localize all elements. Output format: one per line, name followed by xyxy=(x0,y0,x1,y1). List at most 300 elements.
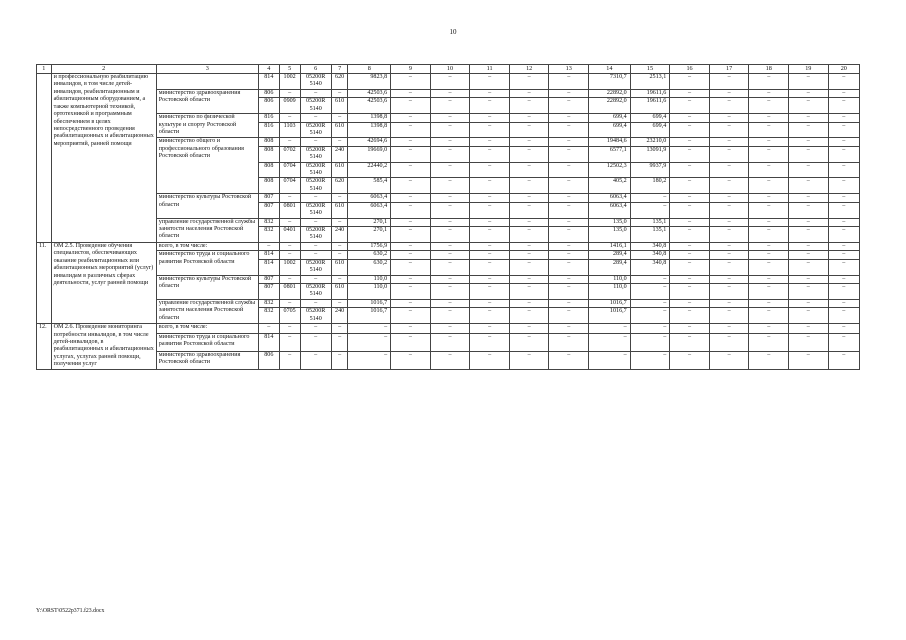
value-cell: – xyxy=(300,251,331,259)
value-cell: – xyxy=(279,324,300,334)
value-cell: – xyxy=(300,299,331,307)
value-cell: 808 xyxy=(258,146,279,162)
value-cell: – xyxy=(470,324,510,334)
value-cell: – xyxy=(670,242,710,250)
value-cell: 0801 xyxy=(279,283,300,299)
value-cell: – xyxy=(549,146,589,162)
value-cell: 0401 xyxy=(279,227,300,243)
value-cell: – xyxy=(258,242,279,250)
value-cell: – xyxy=(391,178,431,194)
value-cell: – xyxy=(549,275,589,283)
value-cell: – xyxy=(670,114,710,122)
value-cell: – xyxy=(331,251,348,259)
value-cell: 22440,2 xyxy=(348,162,391,178)
value-cell: – xyxy=(279,242,300,250)
value-cell: – xyxy=(670,122,710,138)
value-cell: – xyxy=(789,308,829,324)
value-cell: 12502,3 xyxy=(589,162,631,178)
value-cell: 42694,6 xyxy=(348,138,391,146)
value-cell: – xyxy=(470,162,510,178)
executor-cell: министерство труда и социального развития Ростовской области xyxy=(156,333,258,351)
budget-table xyxy=(36,64,860,370)
value-cell: 22892,0 xyxy=(589,98,631,114)
value-cell: 05200R 5140 xyxy=(300,162,331,178)
value-cell: – xyxy=(749,251,789,259)
executor-cell: министерство по физической культуре и спорту Ростовской области xyxy=(156,114,258,138)
value-cell: 270,1 xyxy=(348,227,391,243)
value-cell: – xyxy=(749,98,789,114)
value-cell: – xyxy=(509,146,549,162)
value-cell: – xyxy=(279,114,300,122)
value-cell: 6063,4 xyxy=(348,194,391,202)
value-cell: 1002 xyxy=(279,259,300,275)
value-cell: 05200R 5140 xyxy=(300,98,331,114)
value-cell: 699,4 xyxy=(589,122,631,138)
value-cell: 405,2 xyxy=(589,178,631,194)
value-cell: 240 xyxy=(331,227,348,243)
value-cell: 610 xyxy=(331,283,348,299)
executor-cell: всего, в том числе: xyxy=(156,242,258,250)
value-cell: 05200R 5140 xyxy=(300,146,331,162)
value-cell: – xyxy=(749,114,789,122)
value-cell: – xyxy=(331,333,348,351)
value-cell: – xyxy=(670,227,710,243)
value-cell: – xyxy=(279,138,300,146)
column-number: 3 xyxy=(156,65,258,74)
value-cell: – xyxy=(709,98,749,114)
value-cell: 816 xyxy=(258,114,279,122)
measure-name: и профессиональную реабилитацию инвалидов, в том числе детей-инвалидов, реабилитационным и абилитационным оборудованием, а также компьютерной техникой, ортотехникой и программным обеспечением в целях непосредственного проведения реабилитационных и абилитационных мероприятий, ранней помощи xyxy=(51,74,156,243)
value-cell: – xyxy=(430,178,470,194)
value-cell: 1398,8 xyxy=(348,122,391,138)
value-cell: – xyxy=(470,89,510,97)
value-cell: – xyxy=(630,275,670,283)
value-cell: – xyxy=(828,202,859,218)
column-number: 18 xyxy=(749,65,789,74)
value-cell: – xyxy=(549,251,589,259)
value-cell: – xyxy=(749,351,789,369)
column-number: 1 xyxy=(37,65,52,74)
value-cell: – xyxy=(509,202,549,218)
value-cell: 6063,4 xyxy=(589,202,631,218)
value-cell: – xyxy=(391,89,431,97)
value-cell: – xyxy=(749,308,789,324)
value-cell: – xyxy=(670,351,710,369)
value-cell: – xyxy=(391,114,431,122)
value-cell: 42503,6 xyxy=(348,89,391,97)
value-cell: 05200R 5140 xyxy=(300,259,331,275)
value-cell: – xyxy=(470,259,510,275)
value-cell: – xyxy=(789,98,829,114)
value-cell: – xyxy=(470,283,510,299)
value-cell: – xyxy=(348,351,391,369)
value-cell: – xyxy=(549,194,589,202)
value-cell: 05200R 5140 xyxy=(300,283,331,299)
table-row xyxy=(37,89,860,97)
value-cell: 135,0 xyxy=(589,227,631,243)
value-cell: 2513,1 xyxy=(630,74,670,90)
value-cell: – xyxy=(789,324,829,334)
value-cell: – xyxy=(789,146,829,162)
value-cell: – xyxy=(709,242,749,250)
value-cell: – xyxy=(789,333,829,351)
value-cell: 0704 xyxy=(279,178,300,194)
value-cell: – xyxy=(709,74,749,90)
value-cell: 289,4 xyxy=(589,251,631,259)
measure-name: ОМ 2.5. Проведение обучения специалистов, обеспечивающих оказание реабилитационных или абилитационных мероприятий (услуг) инвалидам в различных сферах деятельности, услуг ранней помощи xyxy=(51,242,156,323)
value-cell: – xyxy=(749,178,789,194)
value-cell: 630,2 xyxy=(348,251,391,259)
value-cell: 05200R 5140 xyxy=(300,227,331,243)
file-path-footer: Y:\ORST\0522p371.f23.docx xyxy=(36,608,105,614)
value-cell: – xyxy=(709,178,749,194)
value-cell: – xyxy=(709,114,749,122)
value-cell: – xyxy=(709,283,749,299)
executor-cell: министерство труда и социального развития Ростовской области xyxy=(156,251,258,275)
value-cell: – xyxy=(749,283,789,299)
column-number: 4 xyxy=(258,65,279,74)
value-cell: 806 xyxy=(258,351,279,369)
header-row xyxy=(37,65,860,74)
value-cell: – xyxy=(670,74,710,90)
value-cell: 806 xyxy=(258,89,279,97)
value-cell: – xyxy=(300,138,331,146)
value-cell: – xyxy=(709,299,749,307)
value-cell: – xyxy=(470,227,510,243)
value-cell: – xyxy=(828,242,859,250)
value-cell: – xyxy=(258,324,279,334)
value-cell: 7310,7 xyxy=(589,74,631,90)
value-cell: – xyxy=(630,202,670,218)
value-cell: 1103 xyxy=(279,122,300,138)
value-cell: – xyxy=(391,351,431,369)
value-cell: – xyxy=(509,242,549,250)
value-cell: – xyxy=(789,202,829,218)
value-cell: – xyxy=(470,308,510,324)
value-cell: – xyxy=(391,218,431,226)
value-cell: 240 xyxy=(331,146,348,162)
value-cell: 135,1 xyxy=(630,227,670,243)
column-number: 16 xyxy=(670,65,710,74)
value-cell: 1016,7 xyxy=(348,308,391,324)
value-cell: – xyxy=(589,351,631,369)
table-row xyxy=(37,138,860,146)
value-cell: – xyxy=(749,194,789,202)
value-cell: – xyxy=(300,242,331,250)
value-cell: 1002 xyxy=(279,74,300,90)
value-cell: – xyxy=(630,283,670,299)
value-cell: – xyxy=(670,324,710,334)
value-cell: – xyxy=(828,194,859,202)
value-cell: – xyxy=(670,259,710,275)
value-cell: – xyxy=(430,98,470,114)
value-cell: – xyxy=(749,324,789,334)
value-cell: – xyxy=(509,218,549,226)
value-cell: – xyxy=(828,251,859,259)
executor-cell: министерство культуры Ростовской области xyxy=(156,194,258,218)
value-cell: 620 xyxy=(331,178,348,194)
value-cell: 340,8 xyxy=(630,242,670,250)
value-cell: – xyxy=(430,202,470,218)
value-cell: 630,2 xyxy=(348,259,391,275)
value-cell: – xyxy=(470,333,510,351)
value-cell: – xyxy=(430,275,470,283)
value-cell: – xyxy=(670,202,710,218)
value-cell: – xyxy=(828,218,859,226)
value-cell: – xyxy=(509,194,549,202)
column-number: 17 xyxy=(709,65,749,74)
value-cell: – xyxy=(549,162,589,178)
value-cell: – xyxy=(331,89,348,97)
value-cell: – xyxy=(828,178,859,194)
value-cell: – xyxy=(828,89,859,97)
value-cell: – xyxy=(670,146,710,162)
value-cell: – xyxy=(391,333,431,351)
value-cell: – xyxy=(549,89,589,97)
value-cell: 807 xyxy=(258,194,279,202)
value-cell: – xyxy=(279,275,300,283)
value-cell: – xyxy=(391,74,431,90)
value-cell: 1016,7 xyxy=(348,299,391,307)
value-cell: 807 xyxy=(258,283,279,299)
value-cell: – xyxy=(331,242,348,250)
value-cell: – xyxy=(509,333,549,351)
value-cell: – xyxy=(331,351,348,369)
column-number: 15 xyxy=(630,65,670,74)
value-cell: 1016,7 xyxy=(589,299,631,307)
value-cell: – xyxy=(828,308,859,324)
value-cell: – xyxy=(348,333,391,351)
value-cell: – xyxy=(509,138,549,146)
value-cell: – xyxy=(709,202,749,218)
value-cell: – xyxy=(709,89,749,97)
value-cell: – xyxy=(430,162,470,178)
table-row xyxy=(37,351,860,369)
value-cell: 610 xyxy=(331,98,348,114)
value-cell: – xyxy=(279,218,300,226)
value-cell: – xyxy=(549,324,589,334)
value-cell: 832 xyxy=(258,218,279,226)
value-cell: 807 xyxy=(258,275,279,283)
value-cell: – xyxy=(509,114,549,122)
value-cell: – xyxy=(630,308,670,324)
value-cell: 814 xyxy=(258,251,279,259)
column-number: 6 xyxy=(300,65,331,74)
value-cell: – xyxy=(789,74,829,90)
value-cell: – xyxy=(470,351,510,369)
value-cell: – xyxy=(749,138,789,146)
value-cell: 0801 xyxy=(279,202,300,218)
value-cell: – xyxy=(749,202,789,218)
column-number: 2 xyxy=(51,65,156,74)
value-cell: – xyxy=(391,259,431,275)
value-cell: – xyxy=(749,299,789,307)
value-cell: 807 xyxy=(258,202,279,218)
value-cell: – xyxy=(430,299,470,307)
value-cell: 05200R 5140 xyxy=(300,122,331,138)
value-cell: – xyxy=(470,146,510,162)
value-cell: – xyxy=(789,122,829,138)
value-cell: 13091,9 xyxy=(630,146,670,162)
value-cell: – xyxy=(509,251,549,259)
value-cell: – xyxy=(279,333,300,351)
executor-cell: управление государственной службы занятости населения Ростовской области xyxy=(156,218,258,242)
value-cell: – xyxy=(391,138,431,146)
column-number: 13 xyxy=(549,65,589,74)
value-cell: – xyxy=(300,89,331,97)
value-cell: – xyxy=(789,114,829,122)
value-cell: 610 xyxy=(331,202,348,218)
value-cell: – xyxy=(391,275,431,283)
value-cell: – xyxy=(430,138,470,146)
value-cell: – xyxy=(709,333,749,351)
value-cell: – xyxy=(549,299,589,307)
value-cell: – xyxy=(828,275,859,283)
value-cell: – xyxy=(549,74,589,90)
row-number xyxy=(37,74,52,243)
value-cell: – xyxy=(430,308,470,324)
value-cell: – xyxy=(549,333,589,351)
table-row xyxy=(37,275,860,283)
value-cell: – xyxy=(279,89,300,97)
value-cell: – xyxy=(430,227,470,243)
value-cell: – xyxy=(749,333,789,351)
value-cell: – xyxy=(670,251,710,259)
value-cell: – xyxy=(709,227,749,243)
value-cell: – xyxy=(630,324,670,334)
value-cell: – xyxy=(709,275,749,283)
value-cell: – xyxy=(430,251,470,259)
value-cell: – xyxy=(549,122,589,138)
value-cell: – xyxy=(331,138,348,146)
value-cell: – xyxy=(828,98,859,114)
value-cell: – xyxy=(670,218,710,226)
value-cell: – xyxy=(828,333,859,351)
value-cell: – xyxy=(749,218,789,226)
value-cell: – xyxy=(749,275,789,283)
column-number: 20 xyxy=(828,65,859,74)
value-cell: – xyxy=(300,333,331,351)
value-cell: – xyxy=(430,333,470,351)
value-cell: 110,0 xyxy=(589,275,631,283)
value-cell: – xyxy=(828,227,859,243)
value-cell: – xyxy=(549,227,589,243)
table-row xyxy=(37,194,860,202)
value-cell: – xyxy=(749,162,789,178)
value-cell: 23210,0 xyxy=(630,138,670,146)
value-cell: – xyxy=(670,333,710,351)
value-cell: – xyxy=(789,351,829,369)
value-cell: – xyxy=(391,324,431,334)
value-cell: 05200R 5140 xyxy=(300,74,331,90)
value-cell: – xyxy=(470,138,510,146)
executor-cell: министерство общего и профессионального образования Ростовской области xyxy=(156,138,258,194)
value-cell: 808 xyxy=(258,138,279,146)
value-cell: – xyxy=(430,194,470,202)
value-cell: – xyxy=(348,324,391,334)
value-cell: 42503,6 xyxy=(348,98,391,114)
column-number: 9 xyxy=(391,65,431,74)
value-cell: – xyxy=(828,351,859,369)
value-cell: – xyxy=(430,351,470,369)
value-cell: – xyxy=(470,251,510,259)
value-cell: – xyxy=(549,98,589,114)
value-cell: 832 xyxy=(258,299,279,307)
value-cell: – xyxy=(749,74,789,90)
table-row xyxy=(37,218,860,226)
value-cell: 620 xyxy=(331,74,348,90)
table-row xyxy=(37,299,860,307)
executor-cell: всего, в том числе: xyxy=(156,324,258,334)
value-cell: 610 xyxy=(331,162,348,178)
value-cell: 0909 xyxy=(279,98,300,114)
value-cell: – xyxy=(300,324,331,334)
table-row xyxy=(37,242,860,250)
value-cell: – xyxy=(789,162,829,178)
value-cell: 806 xyxy=(258,98,279,114)
value-cell: 240 xyxy=(331,308,348,324)
value-cell: – xyxy=(430,146,470,162)
value-cell: – xyxy=(828,299,859,307)
column-number: 19 xyxy=(789,65,829,74)
table-row xyxy=(37,333,860,351)
value-cell: – xyxy=(509,259,549,275)
value-cell: 9823,8 xyxy=(348,74,391,90)
column-number: 7 xyxy=(331,65,348,74)
column-number: 14 xyxy=(589,65,631,74)
value-cell: – xyxy=(749,122,789,138)
column-number: 11 xyxy=(470,65,510,74)
value-cell: – xyxy=(709,194,749,202)
value-cell: 6577,1 xyxy=(589,146,631,162)
value-cell: – xyxy=(709,251,749,259)
value-cell: – xyxy=(391,283,431,299)
value-cell: 1398,8 xyxy=(348,114,391,122)
value-cell: – xyxy=(549,178,589,194)
value-cell: – xyxy=(789,242,829,250)
value-cell: – xyxy=(789,178,829,194)
value-cell: – xyxy=(509,308,549,324)
value-cell: 135,1 xyxy=(630,218,670,226)
column-number: 8 xyxy=(348,65,391,74)
value-cell: – xyxy=(789,227,829,243)
value-cell: – xyxy=(470,122,510,138)
value-cell: – xyxy=(828,138,859,146)
value-cell: – xyxy=(331,114,348,122)
value-cell: – xyxy=(670,89,710,97)
value-cell: – xyxy=(300,218,331,226)
value-cell: – xyxy=(670,299,710,307)
value-cell: 610 xyxy=(331,259,348,275)
value-cell: – xyxy=(549,283,589,299)
value-cell: 05200R 5140 xyxy=(300,178,331,194)
value-cell: – xyxy=(789,89,829,97)
value-cell: – xyxy=(828,162,859,178)
value-cell: – xyxy=(470,218,510,226)
value-cell: – xyxy=(300,194,331,202)
value-cell: – xyxy=(630,194,670,202)
value-cell: – xyxy=(470,242,510,250)
value-cell: – xyxy=(828,283,859,299)
value-cell: – xyxy=(470,98,510,114)
value-cell: 05200R 5140 xyxy=(300,308,331,324)
value-cell: – xyxy=(430,89,470,97)
value-cell: 19669,0 xyxy=(348,146,391,162)
table-row xyxy=(37,114,860,122)
value-cell: – xyxy=(509,324,549,334)
executor-cell: управление государственной службы занятости населения Ростовской области xyxy=(156,299,258,323)
value-cell: 1016,7 xyxy=(589,308,631,324)
